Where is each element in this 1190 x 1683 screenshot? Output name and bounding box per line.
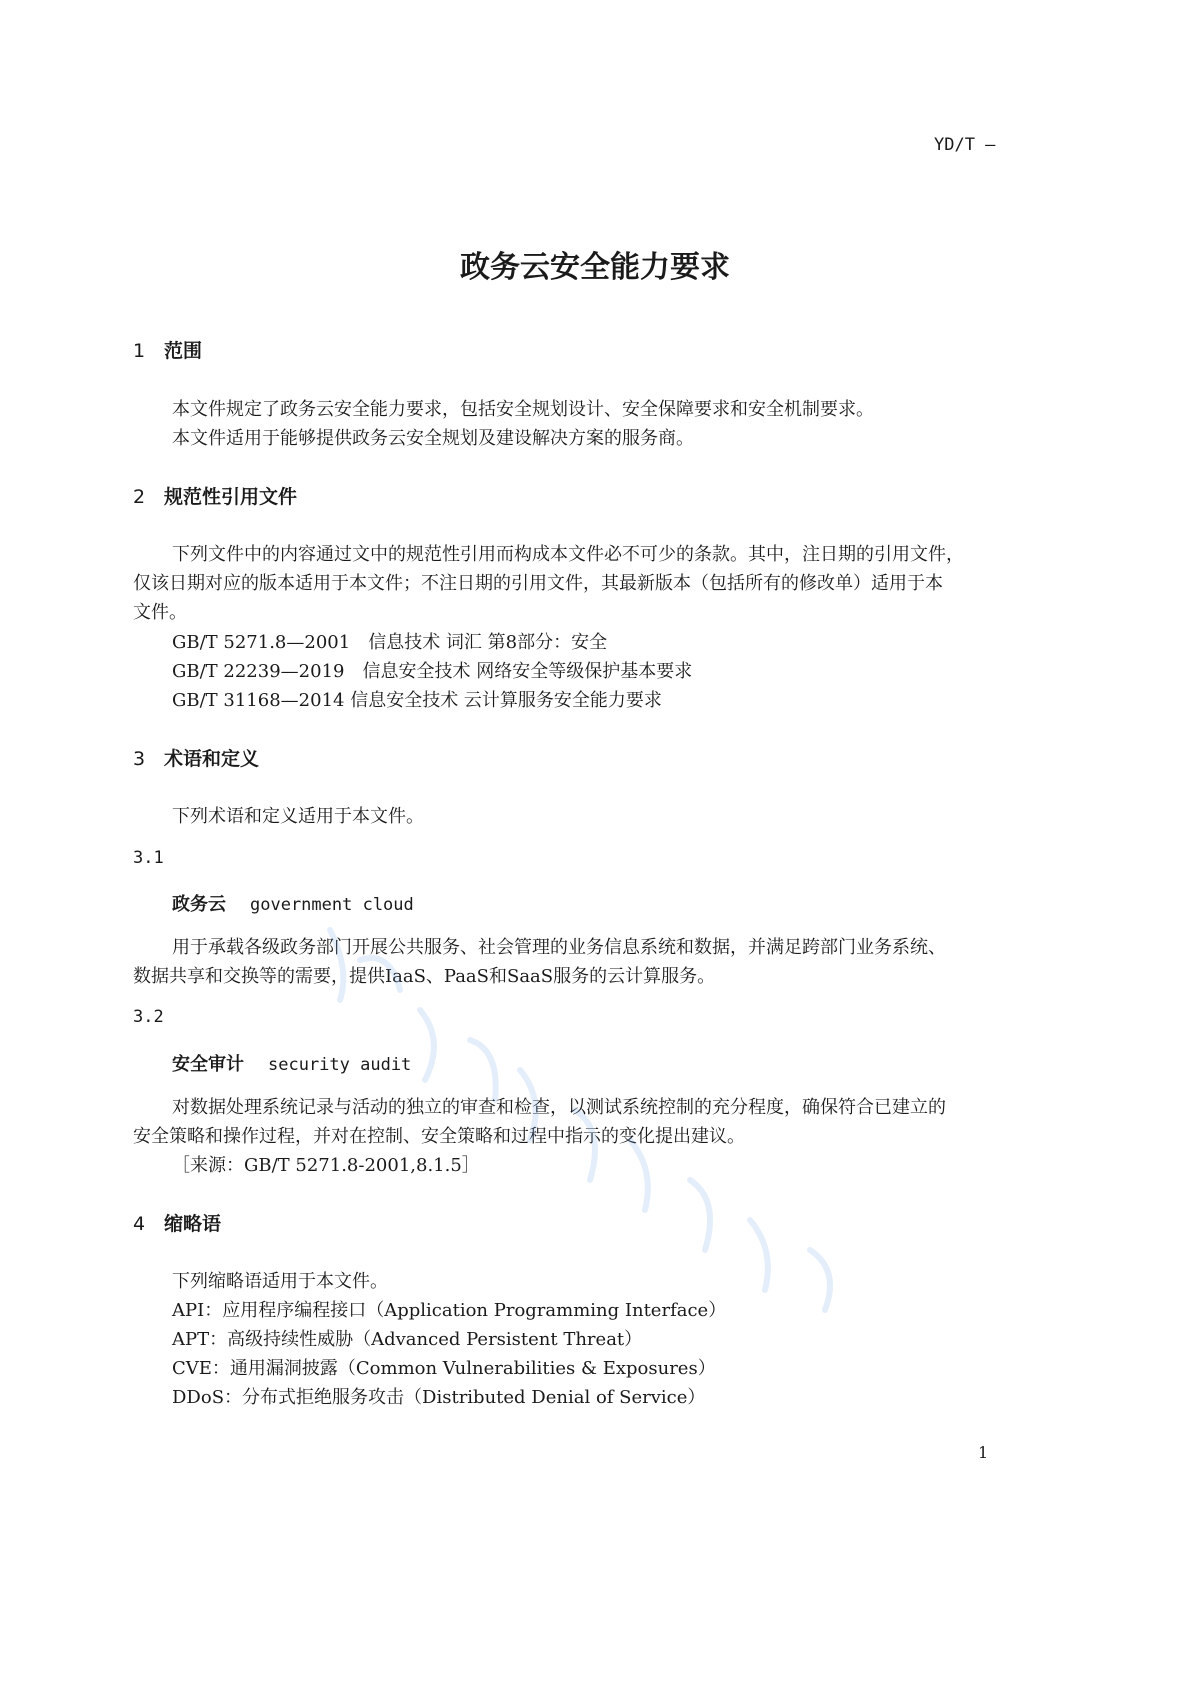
reference-item: GB/T 5271.8—2001 信息技术 词汇 第8部分：安全 — [172, 632, 608, 653]
abbreviation-item: CVE：通用漏洞披露（Common Vulnerabilities & Exposures） — [172, 1358, 716, 1379]
abbreviation-item: APT：高级持续性威胁（Advanced Persistent Threat） — [172, 1329, 643, 1350]
definition-line: 对数据处理系统记录与活动的独立的审查和检查，以测试系统控制的充分程度，确保符合已建立的 — [172, 1097, 946, 1118]
abbreviation-item: API：应用程序编程接口（Application Programming Interface） — [172, 1300, 727, 1321]
page-title: 政务云安全能力要求 — [460, 250, 730, 285]
section-number: 2 — [133, 486, 146, 508]
section-number: 1 — [133, 340, 146, 362]
reference-item: GB/T 31168—2014 信息安全技术 云计算服务安全能力要求 — [172, 690, 662, 711]
section-number: 3 — [133, 748, 146, 770]
term-english: security audit — [268, 1055, 412, 1075]
term-chinese: 安全审计 — [172, 1054, 244, 1075]
term-chinese: 政务云 — [172, 894, 226, 915]
definition-line: 数据共享和交换等的需要，提供IaaS、PaaS和SaaS服务的云计算服务。 — [133, 966, 716, 987]
paragraph-line: 文件。 — [133, 602, 187, 623]
term-english: government cloud — [250, 895, 414, 915]
definition-line: 用于承载各级政务部门开展公共服务、社会管理的业务信息系统和数据，并满足跨部门业务系统、 — [172, 937, 946, 958]
document-code: YD/T — — [934, 135, 996, 155]
section-title: 术语和定义 — [164, 748, 260, 770]
paragraph: 本文件适用于能够提供政务云安全规划及建设解决方案的服务商。 — [172, 428, 694, 449]
section-number: 4 — [133, 1213, 146, 1235]
source-note: ［来源：GB/T 5271.8-2001,8.1.5］ — [172, 1155, 480, 1176]
paragraph-line: 下列文件中的内容通过文中的规范性引用而构成本文件必不可少的条款。其中，注日期的引用文件， — [172, 544, 964, 565]
section-title: 缩略语 — [164, 1213, 222, 1235]
paragraph: 本文件规定了政务云安全能力要求，包括安全规划设计、安全保障要求和安全机制要求。 — [172, 399, 874, 420]
term-number: 3.2 — [133, 1007, 164, 1027]
reference-item: GB/T 22239—2019 信息安全技术 网络安全等级保护基本要求 — [172, 661, 693, 682]
definition-line: 安全策略和操作过程，并对在控制、安全策略和过程中指示的变化提出建议。 — [133, 1126, 745, 1147]
abbreviation-item: DDoS：分布式拒绝服务攻击（Distributed Denial of Service） — [172, 1387, 706, 1408]
term-number: 3.1 — [133, 848, 164, 868]
page-number: 1 — [978, 1443, 989, 1462]
section-title: 范围 — [164, 340, 203, 362]
paragraph-line: 仅该日期对应的版本适用于本文件；不注日期的引用文件，其最新版本（包括所有的修改单）适用于本 — [133, 573, 943, 594]
paragraph: 下列术语和定义适用于本文件。 — [172, 806, 424, 827]
paragraph: 下列缩略语适用于本文件。 — [172, 1271, 388, 1292]
section-title: 规范性引用文件 — [164, 486, 298, 508]
